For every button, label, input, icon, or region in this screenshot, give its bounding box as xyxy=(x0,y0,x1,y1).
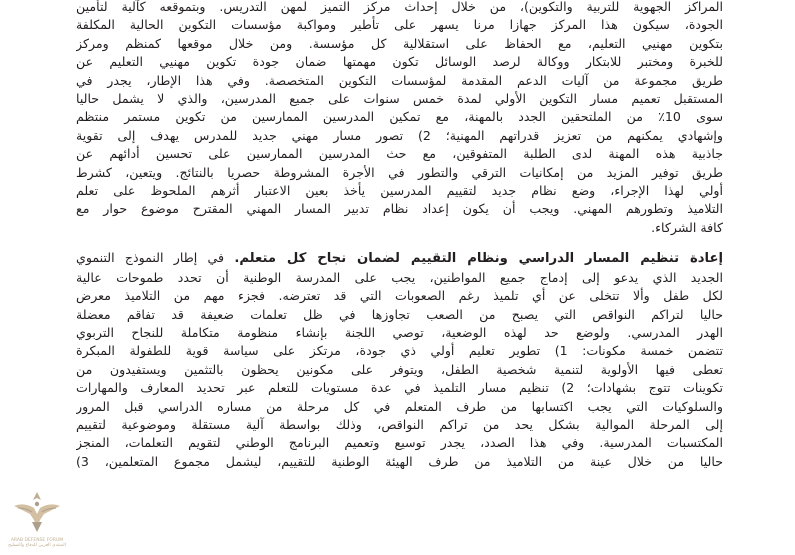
text-line: للخبرة ومختبر للابتكار ووكالة لرصد الوسائل تكون مهمتها ضمان جودة تكوين مهنيي التعليم عن xyxy=(76,54,723,70)
heading-line xyxy=(76,249,723,268)
document-page xyxy=(76,0,723,555)
text-line: سوى 10٪ من الملتحقين الجدد بالمهنة، مع تمكين المدرسين الممارسين من تكوين مستمر منتظم xyxy=(76,109,723,125)
text-line: التلاميذ وتطورهم المهني. ويجب أن يكون إعداد نظام تدبير المسار المهني المقترح موضوع حوار مع xyxy=(76,201,723,217)
paragraph-school-path-reform xyxy=(76,249,723,471)
text-line: تكوينات تتوج بشهادات؛ 2) تنظيم مسار التلميذ في عدة مستويات للتعلم عبر تحديد المعارف والمهارات xyxy=(76,380,723,396)
text-line: حاليا لتراكم النواقص التي يصبح من الصعب تجاوزها في ظل تعلمات ضعيفة قد تفاقم معضلة xyxy=(76,306,723,322)
eagle-emblem-icon xyxy=(10,484,64,538)
text-line: إلى المرحلة الموالية بشكل يحد من تراكم النواقص، وذلك بواسطة آلية مستقلة وموضوعية لتقييم xyxy=(76,416,723,432)
text-line: لكل طفل وألا تتخلى عن أي تلميذ رغم الصعوبات التي قد تعترضه. فجزء مهم من التلاميذ معرض xyxy=(76,288,723,304)
watermark-logo xyxy=(6,484,68,554)
text-line: الجديد الذي يدعو إلى إدماج جميع المواطنين، يجب على المدرسة الوطنية أن تحدد طموحات عالية xyxy=(76,269,723,285)
watermark-caption-ar: المنتدى العربي للدفاع والتسليح xyxy=(8,543,66,548)
text-line: المراكز الجهوية للتربية والتكوين)، من خلال إحداث مركز التميز لمهن التدريس. وبتموقعه كآلية لتأمين xyxy=(76,0,723,14)
text-line: كافة الشركاء. xyxy=(651,219,723,235)
section-heading: إعادة تنظيم المسار الدراسي ونظام التقييم لضمان نجاح كل متعلم. xyxy=(234,251,723,267)
text-line: المستقبل تعميم مسار التكوين الأولي لمدة خمس سنوات على جميع المدرسين، والذي لا يشمل حاليا xyxy=(76,91,723,107)
watermark-caption-en: ARAB DEFENSE FORUM xyxy=(10,538,64,543)
text-line: حاليا من خلال عينة من التلاميذ من طرف الهيئة الوطنية للتقييم، ليشمل مجموع المتعلمين، 3) xyxy=(76,453,723,469)
text-line: الهدر المدرسي. ولوضع حد لهذه الوضعية، توصي اللجنة بإنشاء منظومة متكاملة للنجاح التربوي xyxy=(76,324,723,340)
text-line: أولي لهذا الإجراء، وضع نظام جديد لتقييم المدرسين يأخذ بعين الاعتبار أثرهم الملحوظ على تعلم xyxy=(76,183,723,199)
text-line: الجودة، سيكون هذا المركز جهازا مرنا يسهر على تأطير ومواكبة مؤسسات التكوين الحالية المكلفة xyxy=(76,17,723,33)
text-line: تتضمن خمسة مكونات: 1) تطوير تعليم أولي ذي جودة، مرتكز على سياسة قوية للطفولة المبكرة xyxy=(76,343,723,359)
text-line: بتكوين مهنيي التعليم، مع الحفاظ على استقلالية كل مؤسسة. ومن خلال موقعها كمنظم ومركز xyxy=(76,35,723,51)
text-line: تعطى فيها الأولوية لتنمية شخصية الطفل، ويتوفر على مكونين يحظون بالتثمين ويستفيدون من xyxy=(76,361,723,377)
text-line: المكتسبات المدرسية. وفي هذا الصدد، يجدر توسيع وتعميم البرنامج الوطني لتقويم التعلمات، المنجز xyxy=(76,435,723,451)
paragraph-education-training xyxy=(76,0,723,237)
text-line: جاذبية هذه المهنة لدى الطلبة المتفوقين، مع حث المدرسين الممارسين على تحسين أدائهم عن xyxy=(76,146,723,162)
text-line: والسلوكيات التي يجب اكتسابها من طرف المتعلم في كل مرحلة من مساره الدراسي قبل المرور xyxy=(76,398,723,414)
heading-line-rest: في إطار النموذج التنموي xyxy=(76,250,235,266)
text-line: طريق توفير المزيد من إمكانيات الترقي والتطور في الأجرة المشروطة حصريا بالنتائج. ويتعين، كشرط xyxy=(76,164,723,180)
text-line: طريق مجموعة من آليات الدعم المقدمة لمؤسسات التكوين المتخصصة. وفي هذا الإطار، يجدر في xyxy=(76,72,723,88)
text-line: وإشهادي يمكنهم من تعزيز قدراتهم المهنية؛ 2) تصور مسار مهني جديد للمدرس يهدف إلى تقوية xyxy=(76,127,723,143)
